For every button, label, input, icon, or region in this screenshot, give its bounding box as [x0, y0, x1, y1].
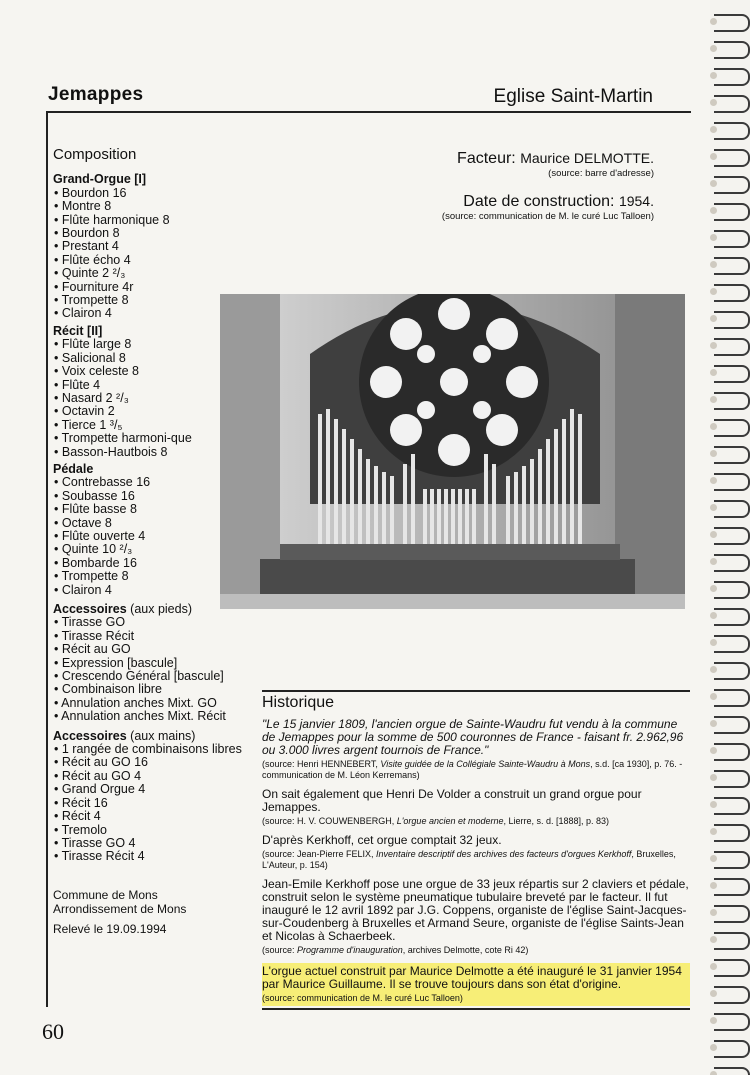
list-item: • Quinte 10 ²/₃: [53, 543, 253, 556]
pedale-title: Pédale: [53, 461, 94, 476]
list-item: • Combinaison libre: [53, 683, 253, 696]
list-item: • Annulation anches Mixt. Récit: [53, 710, 253, 723]
spiral-ring: [714, 662, 750, 680]
list-item: • Tierce 1 ³/₅: [53, 419, 253, 432]
releve-date: Relevé le 19.09.1994: [53, 921, 167, 936]
punch-hole: [710, 558, 717, 565]
source-3: [262, 849, 690, 871]
list-item: • Récit 16: [53, 797, 253, 810]
facteur-label: Facteur:: [457, 150, 516, 167]
punch-hole: [710, 693, 717, 700]
punch-hole: [710, 18, 717, 25]
source-4-a: (source:: [262, 945, 298, 955]
spiral-ring: [714, 527, 750, 545]
list-item: • Tirasse GO: [53, 616, 253, 629]
list-item: • Expression [bascule]: [53, 657, 253, 670]
punch-hole: [710, 882, 717, 889]
punch-hole: [710, 1071, 717, 1075]
source-4-b: , archives Delmotte, cote Ri 42): [402, 945, 529, 955]
spiral-ring: [714, 473, 750, 491]
commune: Commune de Mons: [53, 887, 158, 902]
list-item: • Contrebasse 16: [53, 476, 253, 489]
spiral-ring: [714, 1067, 750, 1075]
spiral-ring: [714, 743, 750, 761]
source-1-a: (source: Henri HENNEBERT,: [262, 759, 381, 769]
spiral-ring: [714, 1013, 750, 1031]
spiral-ring: [714, 500, 750, 518]
source-1-b: , s.d. [ca 1930], p. 76. - communication de M. Léon Kerremans): [262, 759, 683, 780]
punch-hole: [710, 639, 717, 646]
list-item: • Crescendo Général [bascule]: [53, 670, 253, 683]
spiral-ring: [714, 608, 750, 626]
accessoires-mains-label: Accessoires: [53, 728, 127, 743]
list-item: • Annulation anches Mixt. GO: [53, 697, 253, 710]
historique-para-3: D'après Kerkhoff, cet orgue comptait 32 jeux.: [262, 833, 502, 847]
list-item: • Flûte écho 4: [53, 254, 253, 267]
spiral-ring: [714, 689, 750, 707]
accessoires-pieds-label: Accessoires: [53, 602, 127, 616]
punch-hole: [710, 585, 717, 592]
punch-hole: [710, 1017, 717, 1024]
date-label: Date de construction:: [463, 193, 615, 210]
source-4: [262, 945, 690, 956]
punch-hole: [710, 315, 717, 322]
punch-hole: [710, 369, 717, 376]
accessoires-pieds-sub: (aux pieds): [130, 602, 192, 616]
list-item: • Basson-Hautbois 8: [53, 446, 253, 459]
spiral-ring: [714, 284, 750, 302]
highlighted-current-organ: [262, 963, 690, 1006]
punch-hole: [710, 504, 717, 511]
spiral-ring: [714, 1040, 750, 1058]
spiral-ring: [714, 365, 750, 383]
spiral-ring: [714, 176, 750, 194]
spiral-ring: [714, 446, 750, 464]
list-item: • Trompette 8: [53, 294, 253, 307]
historique-title: Historique: [262, 690, 690, 712]
list-item: • Grand Orgue 4: [53, 783, 253, 796]
spiral-ring: [714, 230, 750, 248]
spiral-ring: [714, 851, 750, 869]
list-item: • Clairon 4: [53, 584, 253, 597]
list-item: • Bombarde 16: [53, 557, 253, 570]
spiral-ring: [714, 986, 750, 1004]
source-2-b: , Lierre, s. d. [1888], p. 83): [503, 816, 610, 826]
spiral-ring: [714, 878, 750, 896]
spiral-ring: [714, 905, 750, 923]
church-heading: Eglise Saint-Martin: [493, 86, 653, 107]
page-number: 60: [42, 1019, 64, 1044]
list-item: • Fourniture 4r: [53, 281, 253, 294]
list-item: • Récit 4: [53, 810, 253, 823]
list-item: • 1 rangée de combinaisons libres: [53, 743, 253, 756]
source-1: [262, 759, 690, 781]
spiral-ring: [714, 932, 750, 950]
list-item: • Récit au GO 16: [53, 756, 253, 769]
punch-hole: [710, 45, 717, 52]
list-item: • Montre 8: [53, 200, 253, 213]
spiral-ring: [714, 203, 750, 221]
source-2-title: L'orgue ancien et moderne: [396, 816, 504, 826]
accessoires-pieds-list: [53, 616, 253, 723]
source-1-title: Visite guidée de la Collégiale Sainte-Waudru à Mons: [380, 759, 591, 769]
punch-hole: [710, 126, 717, 133]
punch-hole: [710, 342, 717, 349]
facteur-block: [457, 150, 654, 179]
source-4-title: Programme d'inauguration: [297, 945, 403, 955]
spiral-ring: [714, 554, 750, 572]
list-item: • Flûte ouverte 4: [53, 530, 253, 543]
punch-hole: [710, 612, 717, 619]
list-item: • Trompette 8: [53, 570, 253, 583]
punch-hole: [710, 720, 717, 727]
left-rule: [46, 111, 48, 1007]
punch-hole: [710, 963, 717, 970]
spiral-ring: [714, 797, 750, 815]
list-item: • Salicional 8: [53, 352, 253, 365]
accessoires-mains-sub: (aux mains): [130, 728, 196, 743]
spiral-ring: [714, 68, 750, 86]
historique-para-5: L'orgue actuel construit par Maurice Delmotte a été inauguré le 31 janvier 1954 par Maurice Guillaume. Il se trouve toujours dans son état d'origine.: [262, 964, 682, 991]
spiral-ring: [714, 41, 750, 59]
punch-hole: [710, 396, 717, 403]
list-item: • Flûte large 8: [53, 338, 253, 351]
punch-hole: [710, 423, 717, 430]
spiral-ring: [714, 311, 750, 329]
list-item: • Tirasse Récit 4: [53, 850, 253, 863]
historique-quote: "Le 15 janvier 1809, l'ancien orgue de Sainte-Waudru fut vendu à la commune de Jemappes pour la somme de 500 couronnes de France - faisant fr. 2.962,96 ou 3.000 livres argent tournois de France.": [262, 717, 684, 757]
punch-hole: [710, 801, 717, 808]
source-3-title: Inventaire descriptif des archives des facteurs d'orgues Kerkhoff: [376, 849, 632, 859]
spiral-ring: [714, 419, 750, 437]
source-3-b: , Bruxelles, L'Auteur, p. 154): [262, 849, 676, 870]
punch-hole: [710, 288, 717, 295]
spiral-ring: [714, 149, 750, 167]
punch-hole: [710, 1044, 717, 1051]
list-item: • Récit au GO 4: [53, 770, 253, 783]
punch-hole: [710, 261, 717, 268]
accessoires-mains-list: [53, 743, 253, 864]
punch-hole: [710, 450, 717, 457]
punch-hole: [710, 747, 717, 754]
list-item: • Flûte 4: [53, 379, 253, 392]
historique-para-4: Jean-Emile Kerkhoff pose une orgue de 33 jeux répartis sur 2 claviers et pédale, construit selon le système pneumatique tubulaire breveté par le facteur. Il fut inauguré le 12 avril 1892 par J.G. Coppens, organiste de l'église Saint-Jacques-sur-Coudenberg à Bruxelles et Armand Seure, organiste de l'église Saints-Jean et Nicolas à Schaerbeek.: [262, 877, 689, 943]
source-2: [262, 816, 690, 827]
list-item: • Prestant 4: [53, 240, 253, 253]
punch-hole: [710, 234, 717, 241]
list-item: • Octavin 2: [53, 405, 253, 418]
source-2-a: (source: H. V. COUWENBERGH,: [262, 816, 397, 826]
spiral-ring: [714, 716, 750, 734]
list-item: • Soubasse 16: [53, 490, 253, 503]
spiral-ring: [714, 581, 750, 599]
historique-section: [262, 690, 690, 1006]
spiral-ring: [714, 122, 750, 140]
punch-hole: [710, 180, 717, 187]
spiral-ring: [714, 392, 750, 410]
location-footer: [53, 888, 253, 936]
list-item: • Tirasse Récit: [53, 630, 253, 643]
list-item: • Tirasse GO 4: [53, 837, 253, 850]
list-item: • Bourdon 16: [53, 187, 253, 200]
list-item: • Nasard 2 ²/₃: [53, 392, 253, 405]
date-block: [442, 193, 654, 222]
header-rule: [46, 111, 691, 113]
list-item: • Voix celeste 8: [53, 365, 253, 378]
date-source: (source: communication de M. le curé Luc Talloen): [441, 211, 654, 222]
spiral-ring: [714, 824, 750, 842]
punch-hole: [710, 72, 717, 79]
spiral-ring: [714, 95, 750, 113]
punch-hole: [710, 207, 717, 214]
spiral-ring: [714, 770, 750, 788]
punch-hole: [710, 477, 717, 484]
punch-hole: [710, 909, 717, 916]
list-item: • Trompette harmoni-que: [53, 432, 253, 445]
town-heading: Jemappes: [48, 84, 144, 105]
arrondissement: Arrondissement de Mons: [53, 901, 187, 916]
spiral-ring: [714, 338, 750, 356]
source-5: (source: communication de M. le curé Luc Talloen): [262, 993, 463, 1003]
list-item: • Flûte harmonique 8: [53, 214, 253, 227]
spiral-ring: [714, 257, 750, 275]
list-item: • Bourdon 8: [53, 227, 253, 240]
grand-orgue-title: Grand-Orgue [I]: [53, 172, 147, 187]
facteur-source: (source: barre d'adresse): [548, 168, 654, 179]
organ-photo: [220, 294, 685, 609]
punch-hole: [710, 990, 717, 997]
facteur-value: Maurice DELMOTTE.: [520, 150, 654, 166]
punch-hole: [710, 855, 717, 862]
punch-hole: [710, 531, 717, 538]
recit-title: Récit [II]: [53, 323, 103, 338]
spiral-ring: [714, 959, 750, 977]
spiral-binding: [710, 0, 750, 1075]
bottom-rule: [262, 1008, 690, 1010]
list-item: • Tremolo: [53, 824, 253, 837]
punch-hole: [710, 828, 717, 835]
historique-para-2: On sait également que Henri De Volder a construit un grand orgue pour Jemappes.: [262, 787, 642, 814]
spiral-ring: [714, 635, 750, 653]
punch-hole: [710, 99, 717, 106]
punch-hole: [710, 153, 717, 160]
list-item: • Quinte 2 ²/₃: [53, 267, 253, 280]
source-3-a: (source: Jean-Pierre FELIX,: [262, 849, 377, 859]
punch-hole: [710, 936, 717, 943]
composition-title: Composition: [53, 146, 137, 163]
list-item: • Octave 8: [53, 517, 253, 530]
spiral-ring: [714, 14, 750, 32]
punch-hole: [710, 666, 717, 673]
list-item: • Flûte basse 8: [53, 503, 253, 516]
punch-hole: [710, 774, 717, 781]
accessoires-mains-title: [53, 730, 253, 743]
list-item: • Clairon 4: [53, 307, 253, 320]
list-item: • Récit au GO: [53, 643, 253, 656]
date-value: 1954.: [618, 193, 654, 209]
